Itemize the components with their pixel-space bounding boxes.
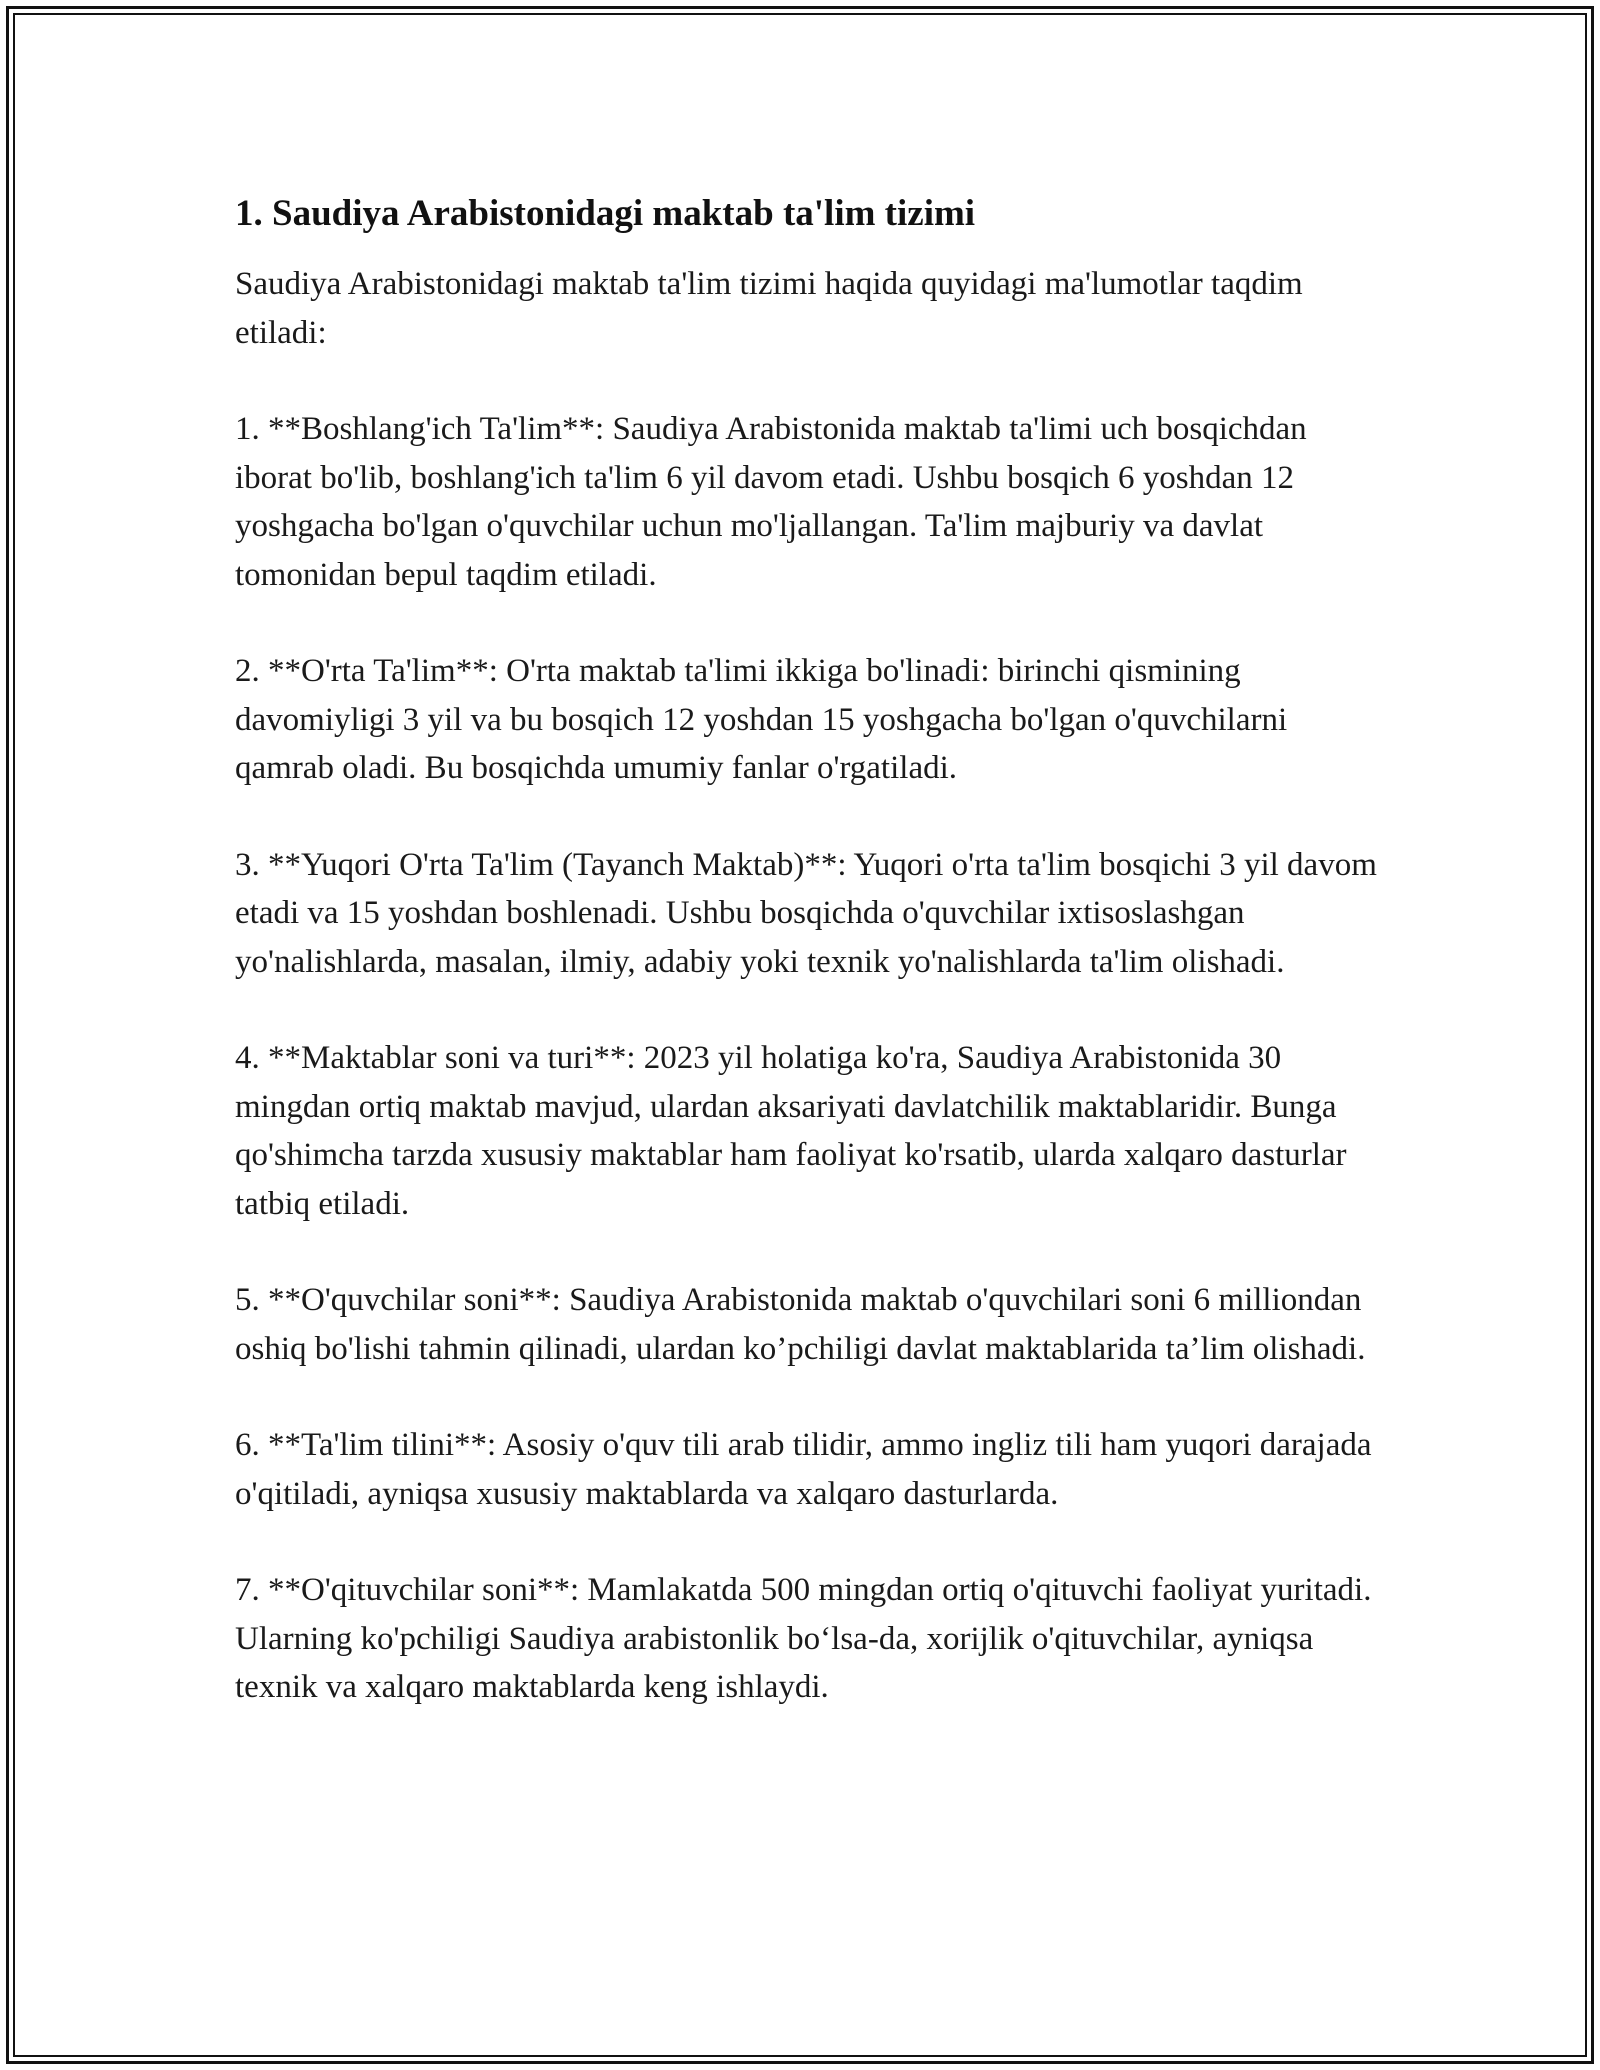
paragraph-primary-education: 1. **Boshlang'ich Ta'lim**: Saudiya Arabistonida maktab ta'limi uch bosqichdan iborat bo'lib, boshlang'ich ta'lim 6 yil davom etadi. Ushbu bosqich 6 yoshdan 12 yoshgacha bo'lgan o'quvchilar uchun mo'ljallangan. Ta'lim majburiy va davlat tomonidan bepul taqdim etiladi.: [235, 411, 1307, 593]
document-body: [235, 190, 1385, 1760]
paragraph-upper-secondary-education: 3. **Yuqori O'rta Ta'lim (Tayanch Maktab)**: Yuqori o'rta ta'lim bosqichi 3 yil davom etadi va 15 yoshdan boshlenadi. Ushbu bosqichda o'quvchilar ixtisoslashgan yo'nalishlarda, masalan, ilmiy, adabiy yoki texnik yo'nalishlarda ta'lim olishadi.: [235, 846, 1377, 980]
paragraph-schools-count: 4. **Maktablar soni va turi**: 2023 yil holatiga ko'ra, Saudiya Arabistonida 30 mingdan ortiq maktab mavjud, ulardan aksariyati davlatchilik maktablaridir. Bunga qo'shimcha tarzda xususiy maktablar ham faoliyat ko'rsatib, ularda xalqaro dasturlar tatbiq etiladi.: [235, 1040, 1347, 1222]
paragraph-secondary-education: 2. **O'rta Ta'lim**: O'rta maktab ta'limi ikkiga bo'linadi: birinchi qismining davomiyligi 3 yil va bu bosqich 12 yoshdan 15 yoshgacha bo'lgan o'quvchilarni qamrab oladi. Bu bosqichda umumiy fanlar o'rgatiladi.: [235, 653, 1288, 786]
intro-paragraph: Saudiya Arabistonidagi maktab ta'lim tizimi haqida quyidagi ma'lumotlar taqdim etiladi:: [235, 266, 1303, 351]
paragraph-language: 6. **Ta'lim tilini**: Asosiy o'quv tili arab tilidir, ammo ingliz tili ham yuqori darajada o'qitiladi, ayniqsa xususiy maktablarda va xalqaro dasturlarda.: [235, 1427, 1372, 1512]
paragraph-teachers-count: 7. **O'qituvchilar soni**: Mamlakatda 500 mingdan ortiq o'qituvchi faoliyat yuritadi. Ularning ko'pchiligi Saudiya arabistonlik bo‘lsa-da, xorijlik o'qituvchilar, ayniqsa texnik va xalqaro maktablarda keng ishlaydi.: [235, 1572, 1372, 1705]
paragraph-students-count: 5. **O'quvchilar soni**: Saudiya Arabistonida maktab o'quvchilari soni 6 milliondan oshiq bo'lishi tahmin qilinadi, ulardan ko’pchiligi davlat maktablarida ta’lim olishadi.: [235, 1282, 1366, 1367]
page-title: 1. Saudiya Arabistonidagi maktab ta'lim tizimi: [235, 193, 976, 234]
